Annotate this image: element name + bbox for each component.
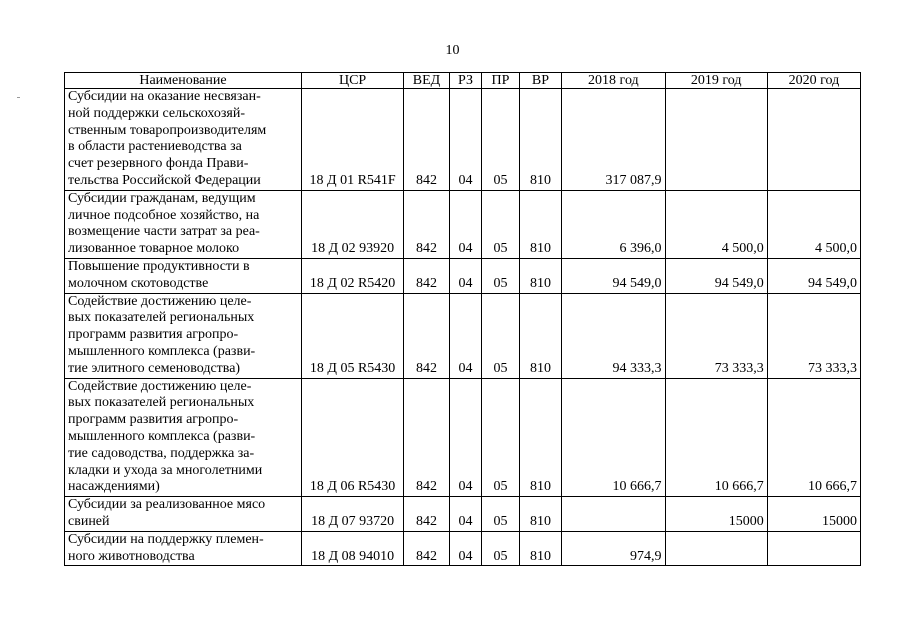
row-2020: 73 333,3 — [767, 293, 860, 378]
header-name: Наименование — [65, 73, 302, 89]
row-name-line: Субсидии за реализованное мясо — [68, 497, 266, 513]
row-name-line: мышленного комплекса (разви- — [68, 343, 256, 359]
page-number: 10 — [445, 43, 460, 58]
table-row — [65, 531, 861, 566]
row-ved: 842 — [404, 497, 450, 532]
row-name — [65, 258, 302, 293]
row-name-line: вых показателей региональных — [68, 395, 255, 411]
row-rz: 04 — [449, 293, 481, 378]
table-row — [65, 378, 861, 497]
row-csr: 18 Д 02 93920 — [301, 190, 403, 258]
row-rz: 04 — [449, 531, 481, 566]
row-rz: 04 — [449, 378, 481, 497]
row-name-line: ного животноводства — [68, 548, 195, 564]
row-2018: 317 087,9 — [562, 89, 665, 191]
row-pr: 05 — [482, 378, 519, 497]
row-name-line: тельства Российской Федерации — [68, 172, 261, 188]
row-name-line: тие элитного семеноводства) — [68, 360, 241, 376]
row-pr: 05 — [482, 89, 519, 191]
row-vr: 810 — [519, 190, 562, 258]
row-name — [65, 89, 302, 191]
scan-mark — [17, 97, 20, 98]
row-name-line: ственным товаропроизводителям — [68, 122, 267, 138]
row-name — [65, 190, 302, 258]
row-2020: 10 666,7 — [767, 378, 860, 497]
row-2018: 94 333,3 — [562, 293, 665, 378]
row-name-line: счет резервного фонда Прави- — [68, 156, 249, 172]
row-pr: 05 — [482, 293, 519, 378]
row-ved: 842 — [404, 378, 450, 497]
row-name-line: насаждениями) — [68, 479, 160, 495]
row-rz: 04 — [449, 190, 481, 258]
row-name-line: программ развития агропро- — [68, 327, 239, 343]
row-2018: 94 549,0 — [562, 258, 665, 293]
header-rz: РЗ — [449, 73, 481, 89]
row-name-line: ной поддержки сельскохозяй- — [68, 105, 246, 121]
row-csr: 18 Д 08 94010 — [301, 531, 403, 566]
row-2020: 4 500,0 — [767, 190, 860, 258]
header-csr: ЦСР — [301, 73, 403, 89]
row-name-line: Субсидии гражданам, ведущим — [68, 190, 256, 206]
row-2020 — [767, 531, 860, 566]
row-ved: 842 — [404, 89, 450, 191]
row-vr: 810 — [519, 293, 562, 378]
row-name-line: кладки и ухода за многолетними — [68, 462, 263, 478]
row-ved: 842 — [404, 258, 450, 293]
row-vr: 810 — [519, 497, 562, 532]
budget-table — [64, 72, 861, 566]
row-ved: 842 — [404, 531, 450, 566]
row-name — [65, 497, 302, 532]
row-rz: 04 — [449, 497, 481, 532]
row-csr: 18 Д 05 R5430 — [301, 293, 403, 378]
row-pr: 05 — [482, 258, 519, 293]
row-2020: 15000 — [767, 497, 860, 532]
header-2019: 2019 год — [665, 73, 767, 89]
header-2020: 2020 год — [767, 73, 860, 89]
row-rz: 04 — [449, 258, 481, 293]
row-name-line: программ развития агропро- — [68, 412, 239, 428]
header-pr: ПР — [482, 73, 519, 89]
row-2018: 10 666,7 — [562, 378, 665, 497]
header-2018: 2018 год — [562, 73, 665, 89]
row-name — [65, 378, 302, 497]
row-pr: 05 — [482, 190, 519, 258]
row-name-line: в области растениеводства за — [68, 139, 242, 155]
row-csr: 18 Д 02 R5420 — [301, 258, 403, 293]
row-ved: 842 — [404, 293, 450, 378]
table-row — [65, 497, 861, 532]
row-name-line: возмещение части затрат за реа- — [68, 224, 260, 240]
row-name-line: тие садоводства, поддержка за- — [68, 445, 255, 461]
row-ved: 842 — [404, 190, 450, 258]
row-2018: 974,9 — [562, 531, 665, 566]
row-vr: 810 — [519, 89, 562, 191]
row-2019: 4 500,0 — [665, 190, 767, 258]
row-vr: 810 — [519, 258, 562, 293]
header-row — [65, 73, 861, 89]
row-name-line: Содействие достижению целе- — [68, 293, 252, 309]
row-name — [65, 293, 302, 378]
row-csr: 18 Д 01 R541F — [301, 89, 403, 191]
row-name-line: Содействие достижению целе- — [68, 378, 252, 394]
header-ved: ВЕД — [404, 73, 450, 89]
row-vr: 810 — [519, 531, 562, 566]
row-pr: 05 — [482, 531, 519, 566]
row-rz: 04 — [449, 89, 481, 191]
header-vr: ВР — [519, 73, 562, 89]
row-2019 — [665, 89, 767, 191]
row-2019: 10 666,7 — [665, 378, 767, 497]
row-name-line: Повышение продуктивности в — [68, 258, 250, 274]
row-2019: 73 333,3 — [665, 293, 767, 378]
row-vr: 810 — [519, 378, 562, 497]
row-name-line: лизованное товарное молоко — [68, 241, 240, 257]
row-name-line: личное подсобное хозяйство, на — [68, 207, 260, 223]
row-name-line: свиней — [68, 513, 110, 529]
table-row — [65, 89, 861, 191]
row-name-line: мышленного комплекса (разви- — [68, 428, 256, 444]
row-2019 — [665, 531, 767, 566]
row-pr: 05 — [482, 497, 519, 532]
row-name-line: вых показателей региональных — [68, 310, 255, 326]
row-name-line: молочном скотоводстве — [68, 275, 209, 291]
row-2019: 94 549,0 — [665, 258, 767, 293]
table-row — [65, 293, 861, 378]
row-name-line: Субсидии на оказание несвязан- — [68, 89, 261, 104]
row-2018 — [562, 497, 665, 532]
row-2020: 94 549,0 — [767, 258, 860, 293]
row-2019: 15000 — [665, 497, 767, 532]
row-2018: 6 396,0 — [562, 190, 665, 258]
table-row — [65, 258, 861, 293]
row-csr: 18 Д 06 R5430 — [301, 378, 403, 497]
row-name — [65, 531, 302, 566]
row-2020 — [767, 89, 860, 191]
row-name-line: Субсидии на поддержку племен- — [68, 531, 264, 547]
table-row — [65, 190, 861, 258]
row-csr: 18 Д 07 93720 — [301, 497, 403, 532]
